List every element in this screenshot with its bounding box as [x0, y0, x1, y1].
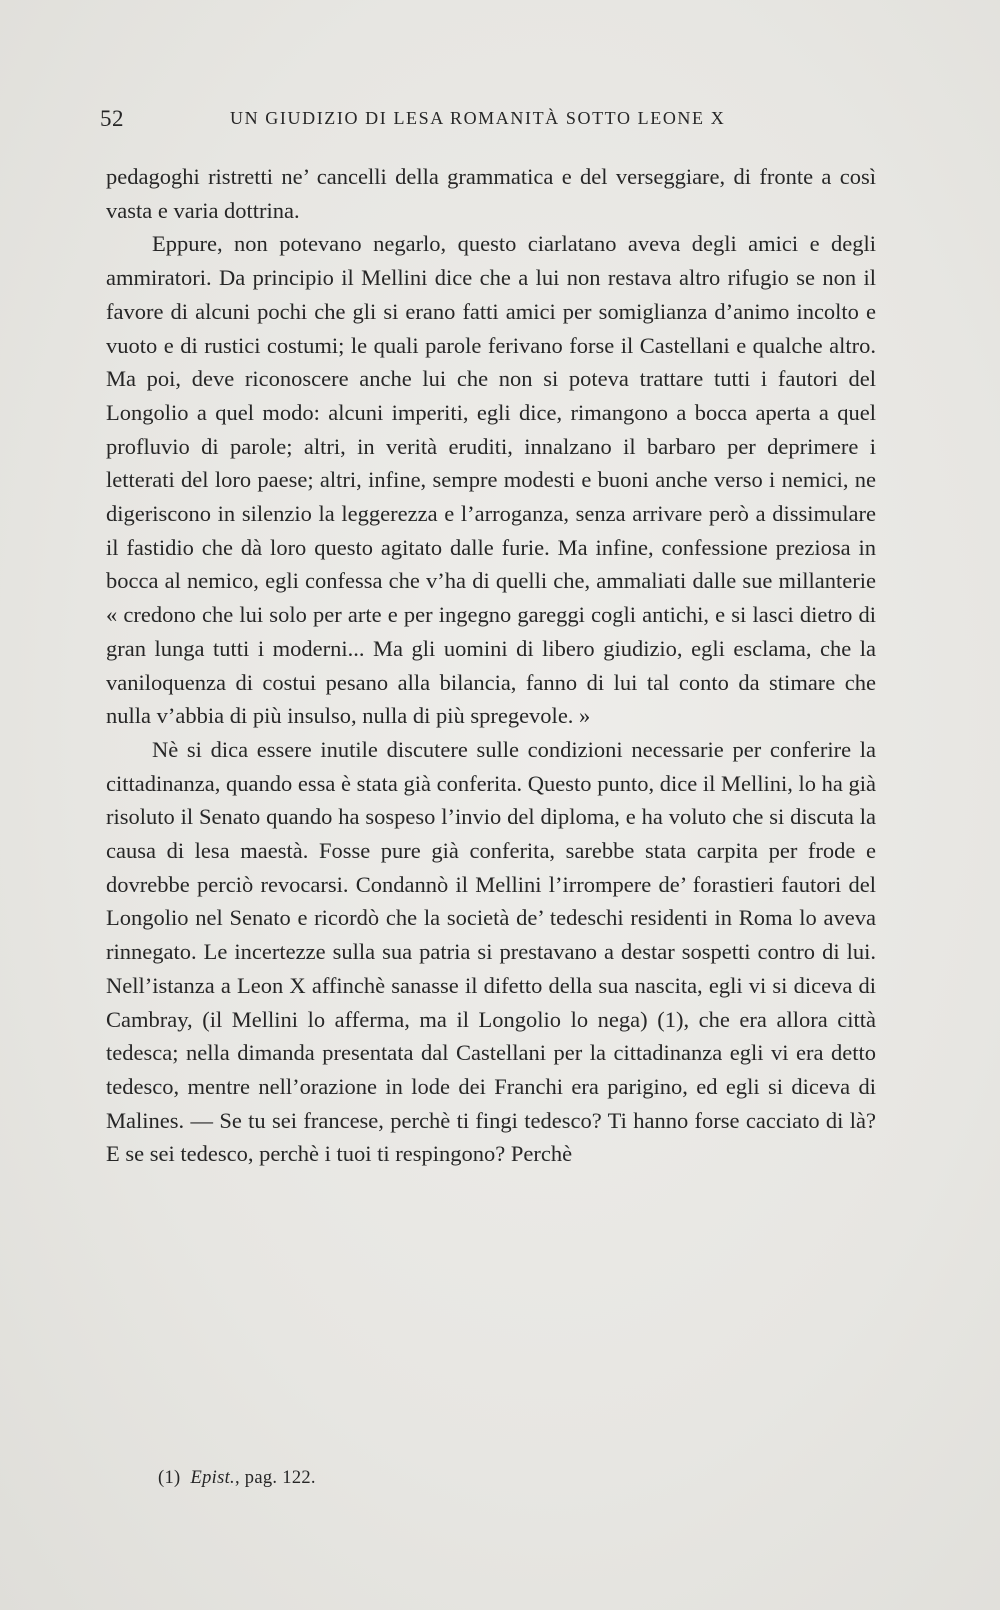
- running-title: UN GIUDIZIO DI LESA ROMANITÀ SOTTO LEONE X: [230, 108, 726, 128]
- paragraph: Nè si dica essere inutile discutere sulle condizioni necessarie per conferire la cittadinanza, quando essa è stata già conferita. Questo punto, dice il Mellini, lo ha già risoluto il Senato quando ha sospeso l’invio del diploma, e ha voluto che si discuta la causa di lesa maestà. Fosse pure già conferita, sarebbe stata carpita per frode e dovrebbe perciò revocarsi. Condannò il Mellini l’irrompere de’ forastieri fautori del Longolio nel Senato e ricordò che la società de’ tedeschi residenti in Roma lo aveva rinnegato. Le incertezze sulla sua patria si prestavano a destar sospetti contro di lui. Nell’istanza a Leon X affinchè sanasse il difetto della sua nascita, egli vi si diceva di Cambray, (il Mellini lo afferma, ma il Longolio lo nega) (1), che era allora città tedesca; nella dimanda presentata dal Castellani per la cittadinanza egli vi era detto tedesco, mentre nell’orazione in lode dei Franchi era parigino, ed egli si diceva di Malines. — Se tu sei francese, perchè ti fingi tedesco? Ti hanno forse cacciato di là? E se sei tedesco, perchè i tuoi ti respingono? Perchè: [106, 736, 876, 1167]
- body-text: [106, 160, 876, 1171]
- footnote: [158, 1468, 858, 1489]
- footnote-number: (1): [158, 1468, 181, 1488]
- footnote-page: , pag. 122.: [234, 1468, 316, 1488]
- paragraph-continued: pedagoghi ristretti ne’ cancelli della grammatica e del verseggiare, di fronte a così vasta e varia dottrina.: [106, 164, 876, 223]
- paragraph: Eppure, non potevano negarlo, questo ciarlatano aveva degli amici e degli ammiratori. Da principio il Mellini dice che a lui non restava altro rifugio se non il favore di alcuni pochi che gli si erano fatti amici per somiglianza d’animo incolto e vuoto e di rustici costumi; le quali parole ferivano forse il Castellani e qualche altro. Ma poi, deve riconoscere anche lui che non si poteva trattare tutti i fautori del Longolio a quel modo: alcuni imperiti, egli dice, rimangono a bocca aperta a quel profluvio di parole; altri, in verità eruditi, innalzano il barbaro per deprimere i letterati del loro paese; altri, infine, sempre modesti e buoni anche verso i nemici, ne digeriscono in silenzio la leggerezza e l’arroganza, senza arrivare però a dissimulare il fastidio che dà loro questo agitato dalle furie. Ma infine, confessione preziosa in bocca al nemico, egli confessa che v’ha di quelli che, ammaliati dalle sue millanterie « credono che lui solo per arte e per ingegno gareggi cogli antichi, e si lasci dietro di gran lunga tutti i moderni... Ma gli uomini di libero giudizio, egli esclama, che la vaniloquenza di costui pesano alla bilancia, fanno di lui tal conto da stimare che nulla v’abbia di più insulso, nulla di più spregevole. »: [106, 231, 876, 729]
- running-head: [100, 106, 880, 136]
- page-number: 52: [100, 106, 124, 131]
- footnote-source: Epist.: [190, 1468, 235, 1488]
